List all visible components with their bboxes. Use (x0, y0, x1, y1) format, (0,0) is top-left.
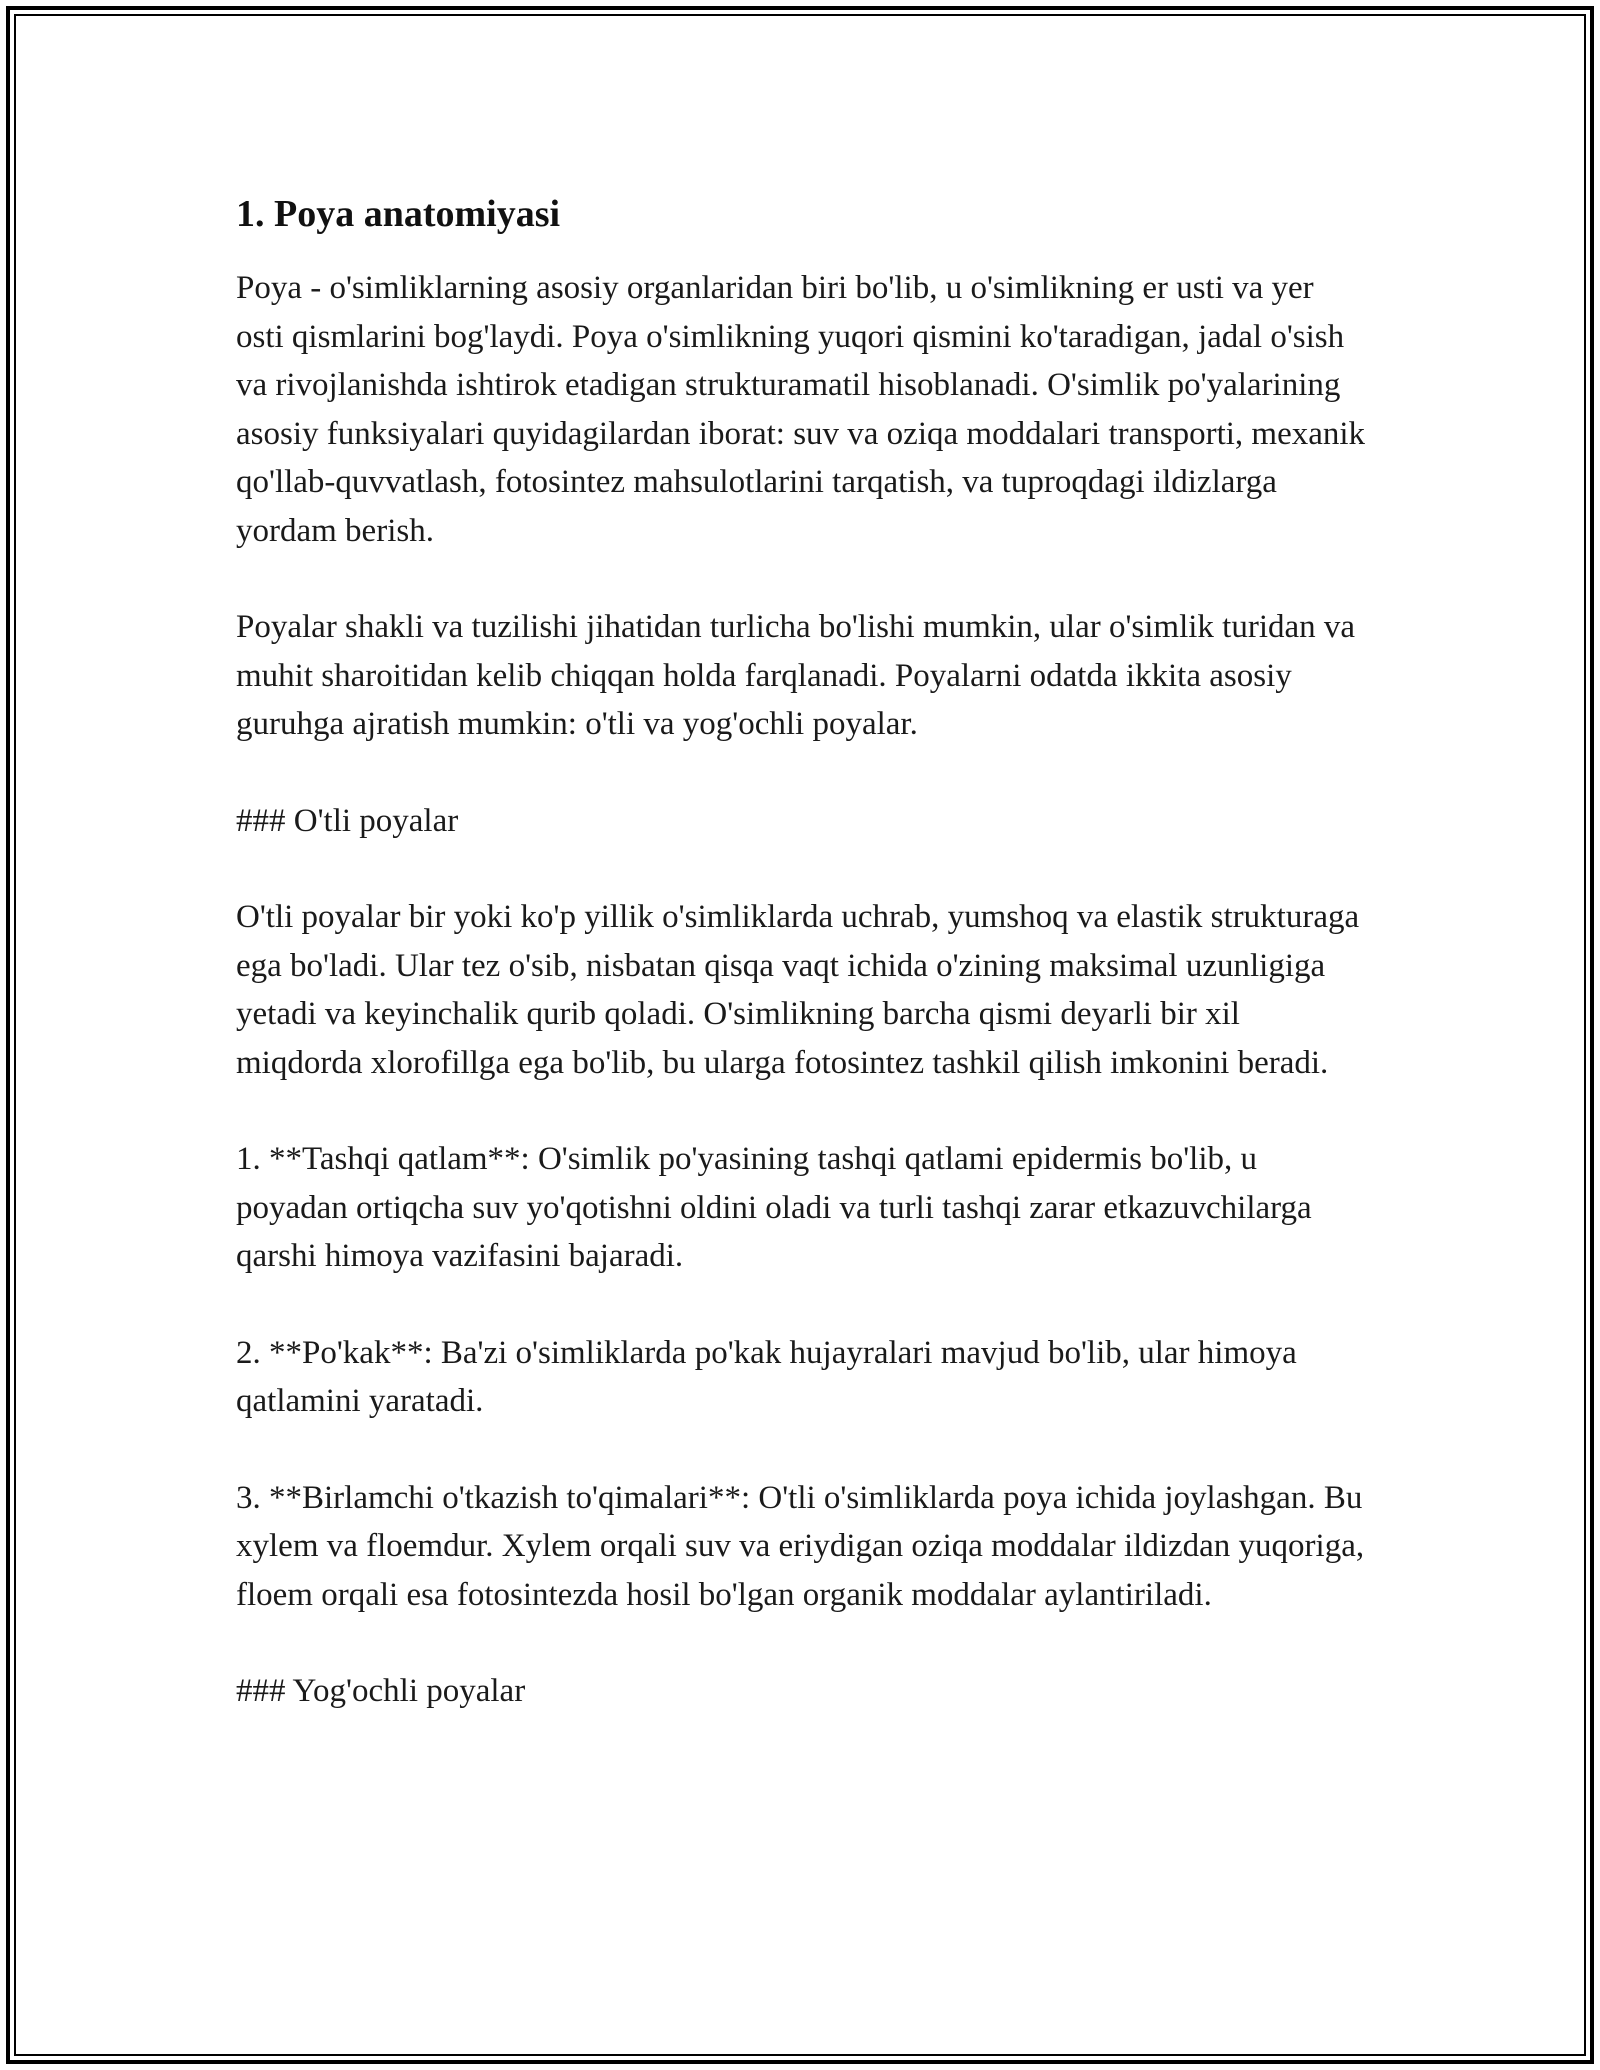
list-item-outer-layer: 1. **Tashqi qatlam**: O'simlik po'yasining tashqi qatlami epidermis bo'lib, u poyadan ortiqcha suv yo'qotishni oldini oladi va turli tashqi zarar etkazuvchilarga qarshi himoya vazifasini bajaradi. (236, 1141, 1312, 1274)
subheading-herbaceous-stems: ### O'tli poyalar (236, 802, 459, 839)
paragraph-intro: Poya - o'simliklarning asosiy organlaridan biri bo'lib, u o'simlikning er usti va yer osti qismlarini bog'laydi. Poya o'simlikning yuqori qismini ko'taradigan, jadal o'sish va rivojlanishda ishtirok etadigan strukturamatil hisoblanadi. O'simlik po'yalarining asosiy funksiyalari quyidagilardan iborat: suv va oziqa moddalari transporti, mexanik qo'llab-quvvatlash, fotosintez mahsulotlarini tarqatish, va tuproqdagi ildizlarga yordam berish. (236, 270, 1366, 549)
paragraph-herbaceous-description: O'tli poyalar bir yoki ko'p yillik o'simliklarda uchrab, yumshoq va elastik strukturaga ega bo'ladi. Ular tez o'sib, nisbatan qisqa vaqt ichida o'zining maksimal uzunligiga yetadi va keyinchalik qurib qoladi. O'simlikning barcha qismi deyarli bir xil miqdorda xlorofillga ega bo'lib, bu ularga fotosintez tashkil qilish imkonini beradi. (236, 899, 1360, 1081)
list-item-primary-vascular-tissue: 3. **Birlamchi o'tkazish to'qimalari**: O'tli o'simliklarda poya ichida joylashgan. Bu xylem va floemdur. Xylem orqali suv va eriydigan oziqa moddalar ildizdan yuqoriga, floem orqali esa fotosintezda hosil bo'lgan organik moddalar aylantiriladi. (236, 1479, 1365, 1613)
paragraph-stem-types: Poyalar shakli va tuzilishi jihatidan turlicha bo'lishi mumkin, ular o'simlik turidan va muhit sharoitidan kelib chiqqan holda farqlanadi. Poyalarni odatda ikkita asosiy guruhga ajratish mumkin: o'tli va yog'ochli poyalar. (236, 609, 1356, 742)
page-title: 1. Poya anatomiyasi (236, 193, 561, 235)
subheading-woody-stems: ### Yog'ochli poyalar (236, 1673, 526, 1709)
list-item-cork: 2. **Po'kak**: Ba'zi o'simliklarda po'kak hujayralari mavjud bo'lib, ular himoya qatlamini yaratadi. (236, 1334, 1297, 1419)
document-body (236, 188, 1366, 1764)
